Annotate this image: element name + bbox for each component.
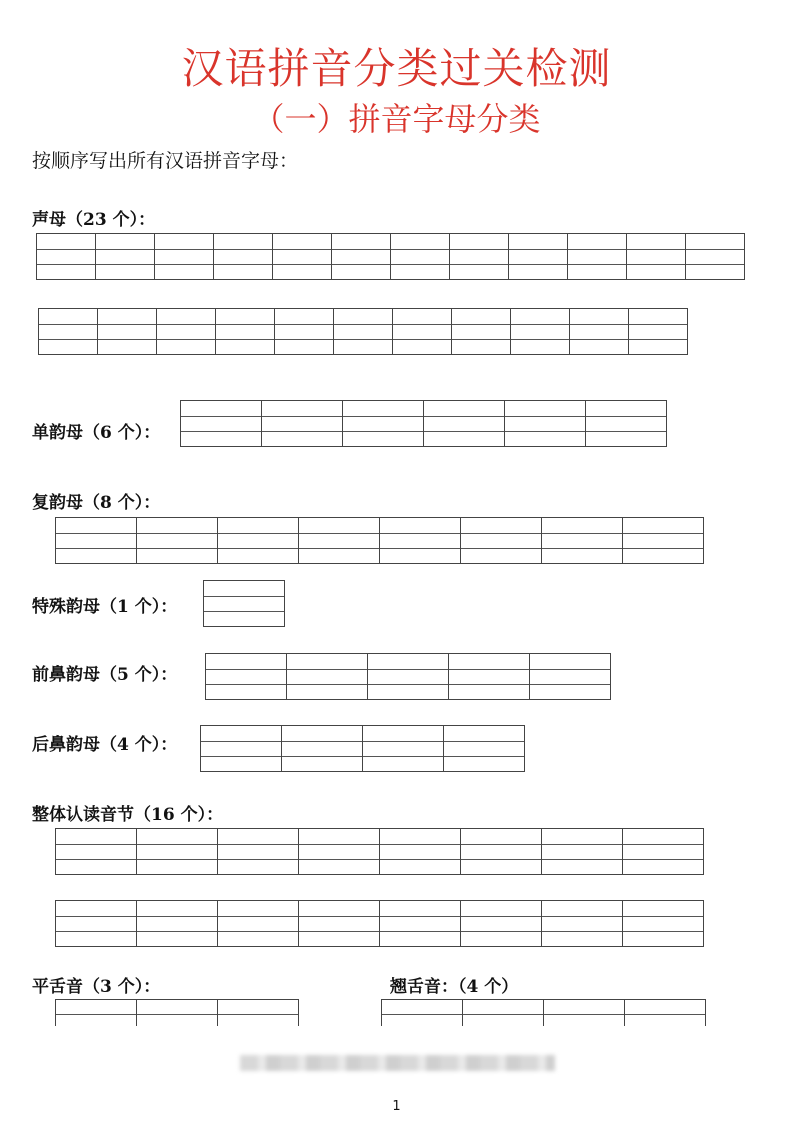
writing-cell[interactable]: [36, 233, 96, 280]
instruction-text: 按顺序写出所有汉语拼音字母：: [32, 150, 299, 172]
writing-cell[interactable]: [281, 725, 363, 772]
writing-cell[interactable]: [529, 653, 611, 700]
blurred-watermark: [240, 1055, 555, 1071]
writing-cell[interactable]: [622, 900, 704, 947]
section-label-teshu: 特殊韵母（1 个）：: [32, 597, 178, 617]
writing-grid-teshu[interactable]: [203, 580, 285, 627]
writing-cell[interactable]: [460, 828, 542, 875]
section-label-houbi: 后鼻韵母（4 个）：: [32, 735, 178, 755]
section-label-qiaoshe: 翘舌音：（4 个）: [390, 977, 519, 997]
writing-cell[interactable]: [298, 517, 380, 564]
writing-cell[interactable]: [462, 999, 544, 1026]
writing-grid-shengmu-row2[interactable]: [38, 308, 688, 355]
writing-cell[interactable]: [272, 233, 332, 280]
writing-cell[interactable]: [379, 517, 461, 564]
writing-cell[interactable]: [95, 233, 155, 280]
writing-cell[interactable]: [379, 828, 461, 875]
section-label-shengmu: 声母（23 个）：: [32, 210, 156, 230]
writing-cell[interactable]: [543, 999, 625, 1026]
writing-cell[interactable]: [55, 828, 137, 875]
writing-cell[interactable]: [55, 999, 137, 1026]
writing-cell[interactable]: [443, 725, 525, 772]
writing-grid-shengmu-row1[interactable]: [36, 233, 745, 280]
writing-cell[interactable]: [685, 233, 745, 280]
writing-cell[interactable]: [136, 999, 218, 1026]
writing-cell[interactable]: [298, 828, 380, 875]
writing-cell[interactable]: [156, 308, 216, 355]
writing-grid-zhengti-row2[interactable]: [55, 900, 704, 947]
writing-cell[interactable]: [504, 400, 586, 447]
page-number: 1: [392, 1099, 401, 1114]
writing-cell[interactable]: [342, 400, 424, 447]
writing-cell[interactable]: [508, 233, 568, 280]
writing-grid-fuyunmu[interactable]: [55, 517, 704, 564]
writing-cell[interactable]: [136, 900, 218, 947]
writing-cell[interactable]: [567, 233, 627, 280]
section-label-fuyunmu: 复韵母（8 个）：: [32, 493, 161, 513]
writing-cell[interactable]: [569, 308, 629, 355]
writing-cell[interactable]: [622, 517, 704, 564]
writing-cell[interactable]: [205, 653, 287, 700]
writing-cell[interactable]: [154, 233, 214, 280]
writing-cell[interactable]: [136, 517, 218, 564]
writing-cell[interactable]: [362, 725, 444, 772]
writing-grid-qianbi[interactable]: [205, 653, 611, 700]
writing-cell[interactable]: [449, 233, 509, 280]
writing-cell[interactable]: [541, 828, 623, 875]
writing-cell[interactable]: [367, 653, 449, 700]
writing-cell[interactable]: [448, 653, 530, 700]
writing-cell[interactable]: [274, 308, 334, 355]
writing-cell[interactable]: [331, 233, 391, 280]
writing-cell[interactable]: [541, 900, 623, 947]
writing-cell[interactable]: [200, 725, 282, 772]
writing-cell[interactable]: [541, 517, 623, 564]
writing-cell[interactable]: [624, 999, 706, 1026]
writing-cell[interactable]: [180, 400, 262, 447]
writing-cell[interactable]: [217, 517, 299, 564]
writing-cell[interactable]: [217, 828, 299, 875]
writing-grid-danyunmu[interactable]: [180, 400, 667, 447]
writing-grid-qiaoshe[interactable]: [381, 999, 706, 1026]
writing-cell[interactable]: [333, 308, 393, 355]
page-title: 汉语拼音分类过关检测: [181, 44, 612, 93]
writing-cell[interactable]: [379, 900, 461, 947]
page-subtitle: （一）拼音字母分类: [252, 100, 541, 138]
writing-cell[interactable]: [451, 308, 511, 355]
section-label-qianbi: 前鼻韵母（5 个）：: [32, 665, 178, 685]
writing-cell[interactable]: [626, 233, 686, 280]
writing-cell[interactable]: [286, 653, 368, 700]
writing-cell[interactable]: [217, 900, 299, 947]
writing-cell[interactable]: [392, 308, 452, 355]
writing-cell[interactable]: [381, 999, 463, 1026]
writing-cell[interactable]: [628, 308, 688, 355]
writing-grid-zhengti-row1[interactable]: [55, 828, 704, 875]
writing-cell[interactable]: [215, 308, 275, 355]
writing-cell[interactable]: [622, 828, 704, 875]
writing-cell[interactable]: [217, 999, 299, 1026]
writing-cell[interactable]: [510, 308, 570, 355]
writing-grid-houbi[interactable]: [200, 725, 525, 772]
writing-cell[interactable]: [213, 233, 273, 280]
writing-cell[interactable]: [460, 517, 542, 564]
writing-cell[interactable]: [38, 308, 98, 355]
writing-cell[interactable]: [55, 900, 137, 947]
section-label-danyunmu: 单韵母（6 个）：: [32, 423, 161, 443]
writing-cell[interactable]: [97, 308, 157, 355]
writing-cell[interactable]: [298, 900, 380, 947]
writing-cell[interactable]: [136, 828, 218, 875]
writing-cell[interactable]: [203, 580, 285, 627]
writing-cell[interactable]: [423, 400, 505, 447]
writing-cell[interactable]: [390, 233, 450, 280]
writing-cell[interactable]: [460, 900, 542, 947]
writing-cell[interactable]: [585, 400, 667, 447]
section-label-pingshe: 平舌音（3 个）：: [32, 977, 161, 997]
writing-grid-pingshe[interactable]: [55, 999, 299, 1026]
writing-cell[interactable]: [55, 517, 137, 564]
writing-cell[interactable]: [261, 400, 343, 447]
section-label-zhengti: 整体认读音节（16 个）：: [32, 805, 224, 825]
